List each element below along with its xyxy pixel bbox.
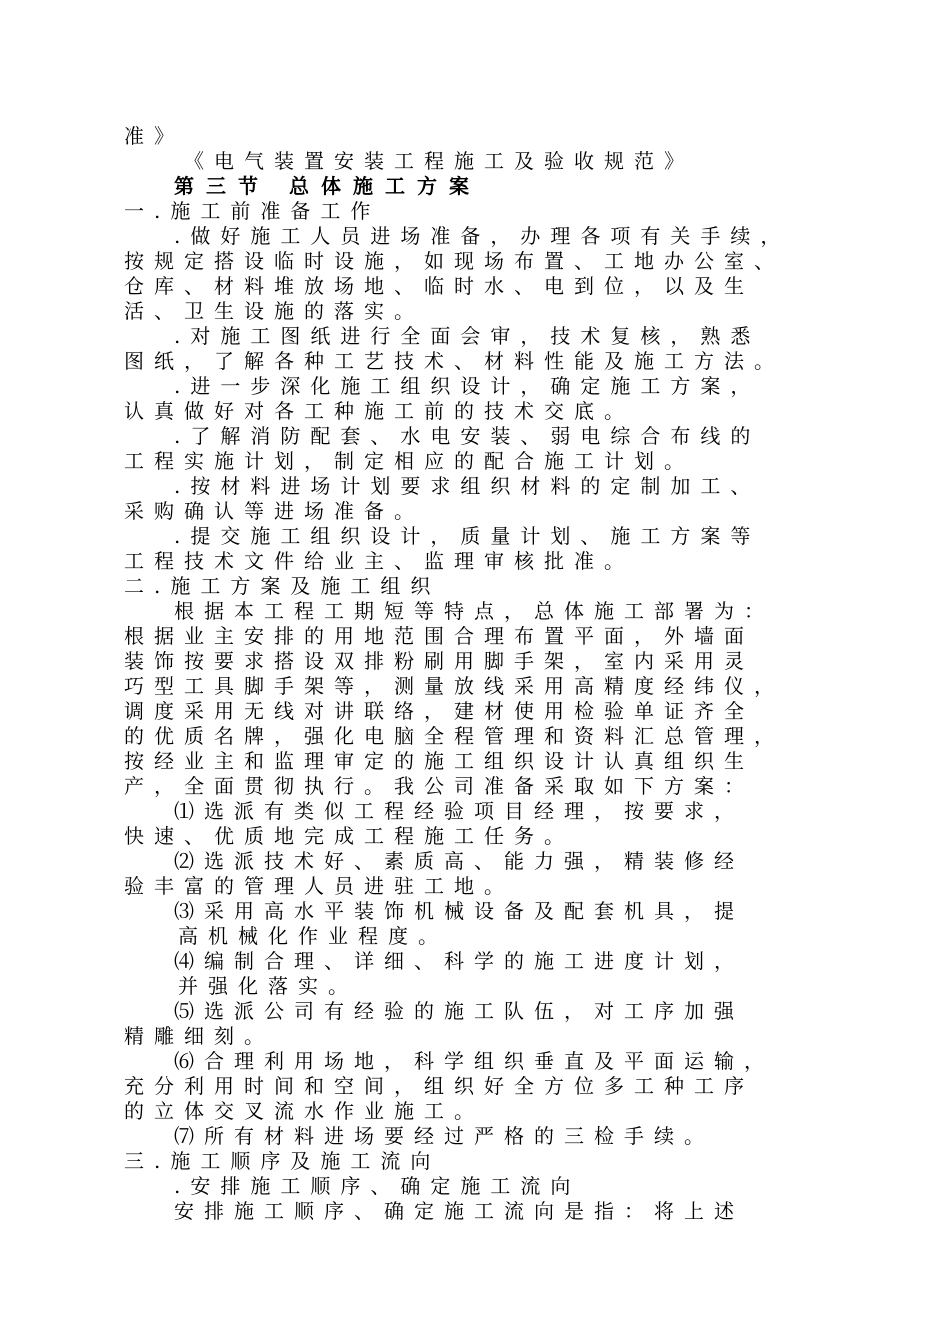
text-line: 采购确认等进场准备。 <box>124 499 424 523</box>
text-line: 巧型工具脚手架等，测量放线采用高精度经纬仪， <box>124 674 784 698</box>
text-line: 按规定搭设临时设施，如现场布置、工地办公室、 <box>124 249 784 273</box>
text-line: .提交施工组织设计，质量计划、施工方案等 <box>174 524 761 548</box>
text-line: 准》 <box>124 124 184 148</box>
text-line: 产，全面贯彻执行。我公司准备采取如下方案： <box>124 774 754 798</box>
text-line: 精雕细刻。 <box>124 1024 274 1048</box>
list-item: ⑺所有材料进场要经过严格的三检手续。 <box>174 1124 714 1148</box>
text-line: 验丰富的管理人员进驻工地。 <box>124 874 514 898</box>
text-line: 根据本工程工期短等特点，总体施工部署为： <box>174 599 774 623</box>
text-line: 装饰按要求搭设双排粉刷用脚手架，室内采用灵 <box>124 649 754 673</box>
text-line: 的立体交叉流水作业施工。 <box>124 1099 484 1123</box>
text-line: .按材料进场计划要求组织材料的定制加工、 <box>174 474 761 498</box>
text-line: 工程技术文件给业主、监理审核批准。 <box>124 549 634 573</box>
text-line: 仓库、材料堆放场地、临时水、电到位，以及生 <box>124 274 754 298</box>
subsection-heading: 三.施工顺序及施工流向 <box>124 1149 441 1173</box>
text-line: 安排施工顺序、确定施工流向是指：将上述 <box>174 1199 744 1223</box>
text-line: 快速、优质地完成工程施工任务。 <box>124 824 574 848</box>
text-line: 调度采用无线对讲联络，建材使用检验单证齐全 <box>124 699 754 723</box>
text-line: .做好施工人员进场准备，办理各项有关手续， <box>174 224 791 248</box>
text-line: .对施工图纸进行全面会审，技术复核，熟悉 <box>174 324 761 348</box>
list-item: ⑸选派公司有经验的施工队伍，对工序加强 <box>174 999 744 1023</box>
text-line: .安排施工顺序、确定施工流向 <box>174 1174 581 1198</box>
section-heading: 第三节 总体施工方案 <box>174 174 481 198</box>
text-line: 活、卫生设施的落实。 <box>124 299 424 323</box>
text-line: .进一步深化施工组织设计，确定施工方案， <box>174 374 761 398</box>
text-line: 充分利用时间和空间，组织好全方位多工种工序 <box>124 1074 754 1098</box>
list-item: ⑶采用高水平装饰机械设备及配套机具，提 <box>174 899 744 923</box>
standard-title: 《电气装置安装工程施工及验收规范》 <box>184 149 694 173</box>
list-item: ⑹合理利用场地，科学组织垂直及平面运输， <box>174 1049 774 1073</box>
list-item: ⑴选派有类似工程经验项目经理，按要求， <box>174 799 744 823</box>
text-line: .了解消防配套、水电安装、弱电综合布线的 <box>174 424 761 448</box>
text-line: 认真做好对各工种施工前的技术交底。 <box>124 399 634 423</box>
text-line: 并强化落实。 <box>178 974 358 998</box>
text-line: 的优质名牌，强化电脑全程管理和资料汇总管理， <box>124 724 784 748</box>
text-line: 高机械化作业程度。 <box>178 924 448 948</box>
list-item: ⑵选派技术好、素质高、能力强，精装修经 <box>174 849 744 873</box>
text-line: 图纸，了解各种工艺技术、材料性能及施工方法。 <box>124 349 784 373</box>
text-line: 工程实施计划，制定相应的配合施工计划。 <box>124 449 694 473</box>
text-line: 按经业主和监理审定的施工组织设计认真组织生 <box>124 749 754 773</box>
subsection-heading: 二.施工方案及施工组织 <box>124 574 441 598</box>
subsection-heading: 一.施工前准备工作 <box>124 199 381 223</box>
text-line: 根据业主安排的用地范围合理布置平面，外墙面 <box>124 624 754 648</box>
list-item: ⑷编制合理、详细、科学的施工进度计划， <box>174 949 744 973</box>
